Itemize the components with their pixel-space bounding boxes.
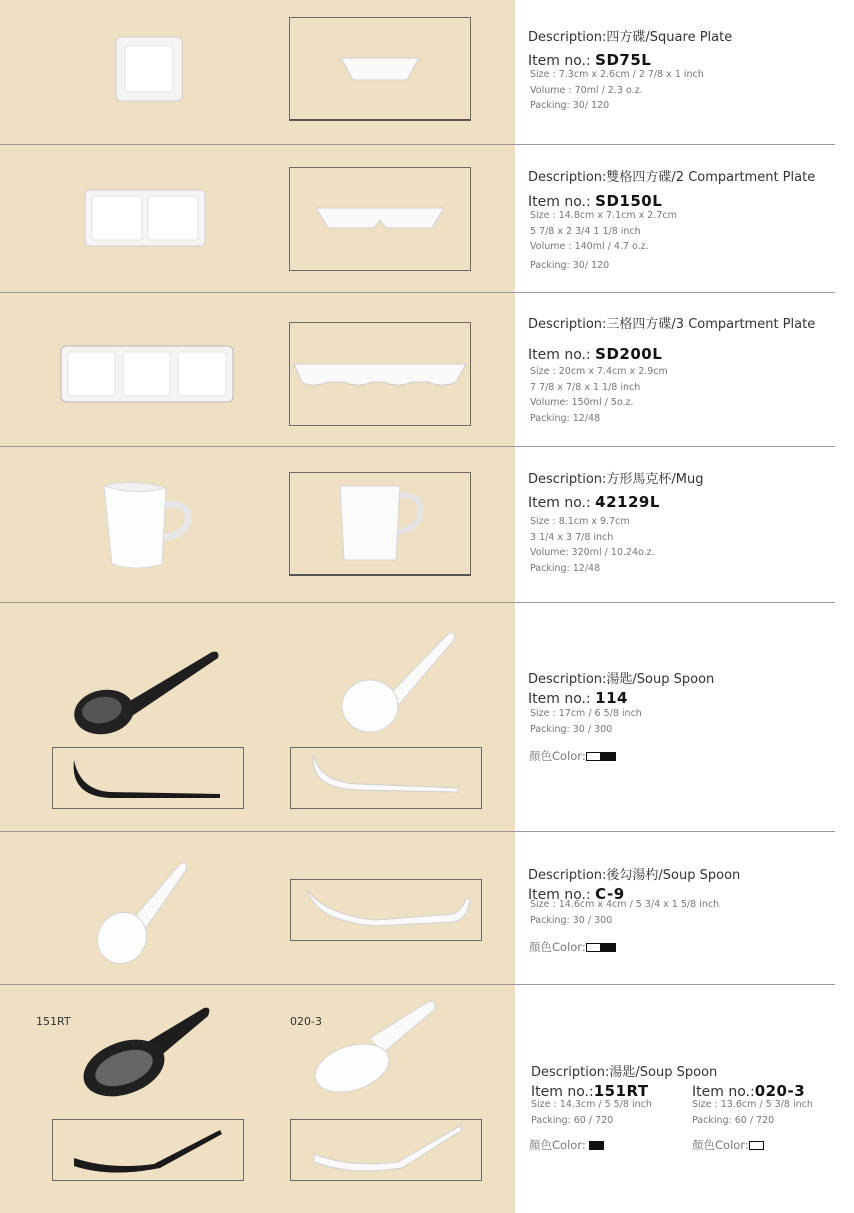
description: Description:三格四方碟/3 Compartment Plate: [528, 317, 816, 332]
description: Description:湯匙/Soup Spoon: [531, 1065, 718, 1080]
color-label: 顏色Color:: [529, 749, 586, 763]
three-compartment-plate-side-image: [292, 358, 468, 394]
item-code: 020-3: [754, 1082, 806, 1100]
row-divider: [0, 602, 835, 603]
description: Description:四方碟/Square Plate: [528, 30, 733, 45]
white-swatch: [586, 752, 601, 761]
spec-block: [530, 514, 655, 576]
white-swatch: [586, 943, 601, 952]
item-code: 151RT: [593, 1082, 649, 1100]
item-code: 114: [595, 689, 628, 707]
spec-line: Volume: 150ml / 5o.z.: [530, 397, 634, 408]
black-swatch: [589, 1141, 604, 1150]
row-divider: [0, 292, 835, 293]
black-soup-spoon-image: [80, 1000, 214, 1100]
spec-line: Volume : 70ml / 2.3 o.z.: [530, 84, 643, 96]
item-number: [528, 689, 628, 707]
black-swatch: [601, 752, 616, 761]
spec-line: Size : 14.8cm x 7.1cm x 2.7cm: [530, 210, 677, 221]
black-soup-spoon-side-image: [70, 1124, 230, 1174]
mug-angled-image: [96, 476, 196, 576]
square-plate-top-image: [110, 32, 190, 106]
item-label: Item no.:: [528, 194, 596, 210]
spec-line: Size : 13.6cm / 5 3/8 inch: [692, 1099, 813, 1110]
spec-line: Volume: 320ml / 10.24o.z.: [530, 547, 655, 558]
spec-line: Packing: 60 / 720: [692, 1114, 775, 1126]
color-options: [529, 939, 616, 955]
spec-line: Size : 20cm x 7.4cm x 2.9cm: [530, 366, 668, 377]
color-label: 顏色Color:: [529, 940, 586, 954]
item-label: Item no.:: [528, 53, 596, 69]
spec-line: 5 7/8 x 2 3/4 1 1/8 inch: [530, 225, 641, 237]
spec-block: [531, 1097, 652, 1128]
item-label: Item no.:: [528, 347, 596, 363]
item-code: C-9: [595, 885, 625, 903]
spec-line: Size : 14.3cm / 5 5/8 inch: [531, 1099, 652, 1110]
spec-block: [530, 208, 677, 273]
black-ladle-image: [72, 646, 224, 738]
color-options: [529, 748, 616, 764]
item-number: [528, 493, 660, 511]
product-code-label: 151RT: [36, 1015, 71, 1028]
row-divider: [0, 831, 835, 832]
description: Description:雙格四方碟/2 Compartment Plate: [528, 170, 816, 185]
description: Description:方形馬克杯/Mug: [528, 472, 704, 487]
color-label: 顏色Color:: [692, 1138, 749, 1152]
three-compartment-plate-top-image: [58, 343, 236, 405]
spec-line: Volume : 140ml / 4.7 o.z.: [530, 241, 649, 252]
row-divider: [0, 984, 835, 985]
black-swatch: [601, 943, 616, 952]
spec-line: Size : 14.6cm x 4cm / 5 3/4 x 1 5/8 inch: [530, 899, 720, 910]
hook-soup-spoon-image: [92, 858, 192, 968]
white-swatch: [749, 1141, 764, 1150]
spec-block: [692, 1097, 813, 1128]
spec-line: Packing: 12/48: [530, 562, 601, 574]
row-divider: [0, 144, 835, 145]
item-label: Item no.:: [531, 1084, 594, 1100]
spec-block: [530, 706, 642, 737]
spec-line: 3 1/4 x 3 7/8 inch: [530, 531, 614, 543]
color-label: 顏色Color:: [529, 1138, 586, 1152]
spec-line: Packing: 30 / 300: [530, 914, 613, 926]
white-ladle-image: [336, 626, 460, 738]
spec-line: Packing: 30/ 120: [530, 100, 610, 111]
spec-line: Size : 17cm / 6 5/8 inch: [530, 708, 642, 719]
hook-soup-spoon-side-image: [304, 884, 472, 930]
item-code: SD75L: [595, 51, 652, 69]
item-number: [528, 345, 662, 363]
spec-line: Size : 7.3cm x 2.6cm / 2 7/8 x 1 inch: [530, 69, 704, 80]
spec-block: [530, 897, 719, 928]
spec-line: Packing: 60 / 720: [531, 1114, 614, 1126]
color-options: [692, 1137, 764, 1153]
row-divider: [0, 446, 835, 447]
item-label: Item no.:: [528, 691, 596, 707]
white-ladle-side-image: [308, 752, 468, 798]
color-options: [529, 1137, 604, 1153]
item-label: Item no.:: [528, 495, 596, 511]
product-code-label: 020-3: [290, 1015, 322, 1028]
item-code: 42129L: [595, 493, 660, 511]
spec-line: Size : 8.1cm x 9.7cm: [530, 516, 630, 527]
spec-line: Packing: 30 / 300: [530, 723, 613, 735]
item-code: SD200L: [595, 345, 663, 363]
spec-block: [530, 67, 704, 114]
item-label: Item no.:: [692, 1084, 755, 1100]
item-label: Item no.:: [528, 887, 596, 903]
black-ladle-side-image: [70, 756, 230, 802]
two-compartment-plate-side-image: [312, 202, 448, 238]
description: Description:後勾湯杓/Soup Spoon: [528, 868, 741, 883]
spec-block: [530, 364, 668, 426]
square-plate-side-image: [335, 50, 425, 90]
white-soup-spoon-side-image: [310, 1122, 470, 1174]
item-code: SD150L: [595, 192, 663, 210]
spec-line: 7 7/8 x 7/8 x 1 1/8 inch: [530, 381, 641, 393]
two-compartment-plate-top-image: [82, 186, 208, 250]
description: Description:湯匙/Soup Spoon: [528, 672, 715, 687]
spec-line: Packing: 12/48: [530, 412, 601, 424]
white-soup-spoon-image: [312, 996, 444, 1100]
mug-side-image: [334, 482, 426, 566]
spec-line: Packing: 30/ 120: [530, 259, 610, 271]
